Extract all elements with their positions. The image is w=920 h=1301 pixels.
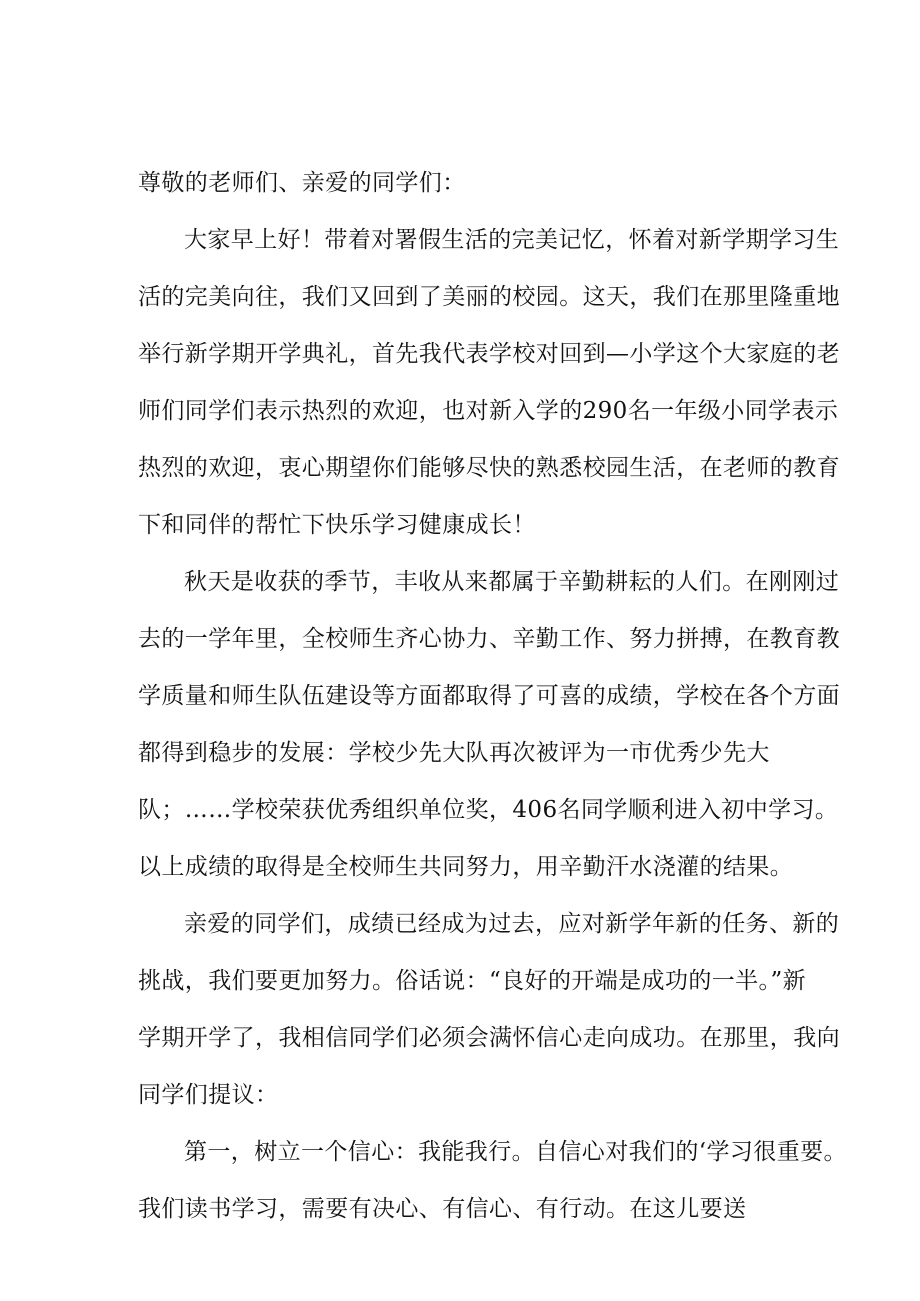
- salutation-line: 尊敬的老师们、亲爱的同学们：: [138, 170, 466, 196]
- paragraph-1-line-3: 举行新学期开学典礼，首先我代表学校对回到—小学这个大家庭的老: [138, 341, 840, 367]
- paragraph-2-line-6: 以上成绩的取得是全校师生共同努力，用辛勤汗水浇灌的结果。: [138, 854, 794, 880]
- paragraph-1-line-1: 大家早上好！带着对署假生活的完美记忆，怀着对新学期学习生: [184, 227, 840, 253]
- paragraph-4-line-1: 第一，树立一个信心：我能我行。自信心对我们的‘学习很重要。: [184, 1139, 847, 1165]
- paragraph-3-line-2: 挑战，我们要更加努力。俗话说：“良好的开端是成功的一半。”新: [138, 968, 807, 994]
- paragraph-2-line-5: 队；……学校荣获优秀组织单位奖，406名同学顺利进入初中学习。: [138, 797, 839, 823]
- paragraph-1-line-4: 师们同学们表示热烈的欢迎，也对新入学的290名一年级小同学表示: [138, 398, 839, 424]
- paragraph-4-line-2: 我们读书学习，需要有决心、有信心、有行动。在这儿要送: [138, 1196, 747, 1222]
- paragraph-2-line-3: 学质量和师生队伍建设等方面都取得了可喜的成绩，学校在各个方面: [138, 683, 840, 709]
- paragraph-2-line-4: 都得到稳步的发展：学校少先大队再次被评为一市优秀少先大: [138, 740, 770, 766]
- paragraph-2-line-1: 秋天是收获的季节，丰收从来都属于辛勤耕耘的人们。在刚刚过: [184, 569, 840, 595]
- paragraph-1-line-5: 热烈的欢迎，衷心期望你们能够尽快的熟悉校园生活，在老师的教育: [138, 455, 840, 481]
- paragraph-1-line-2: 活的完美向往，我们又回到了美丽的校园。这天，我们在那里隆重地: [138, 284, 840, 310]
- paragraph-3-line-3: 学期开学了，我相信同学们必须会满怀信心走向成功。在那里，我向: [138, 1025, 840, 1051]
- paragraph-3-line-1: 亲爱的同学们，成绩已经成为过去，应对新学年新的任务、新的: [184, 911, 840, 937]
- paragraph-2-line-2: 去的一学年里，全校师生齐心协力、辛勤工作、努力拼搏，在教育教: [138, 626, 840, 652]
- paragraph-3-line-4: 同学们提议：: [138, 1082, 279, 1108]
- paragraph-1-line-6: 下和同伴的帮忙下快乐学习健康成长！: [138, 512, 536, 538]
